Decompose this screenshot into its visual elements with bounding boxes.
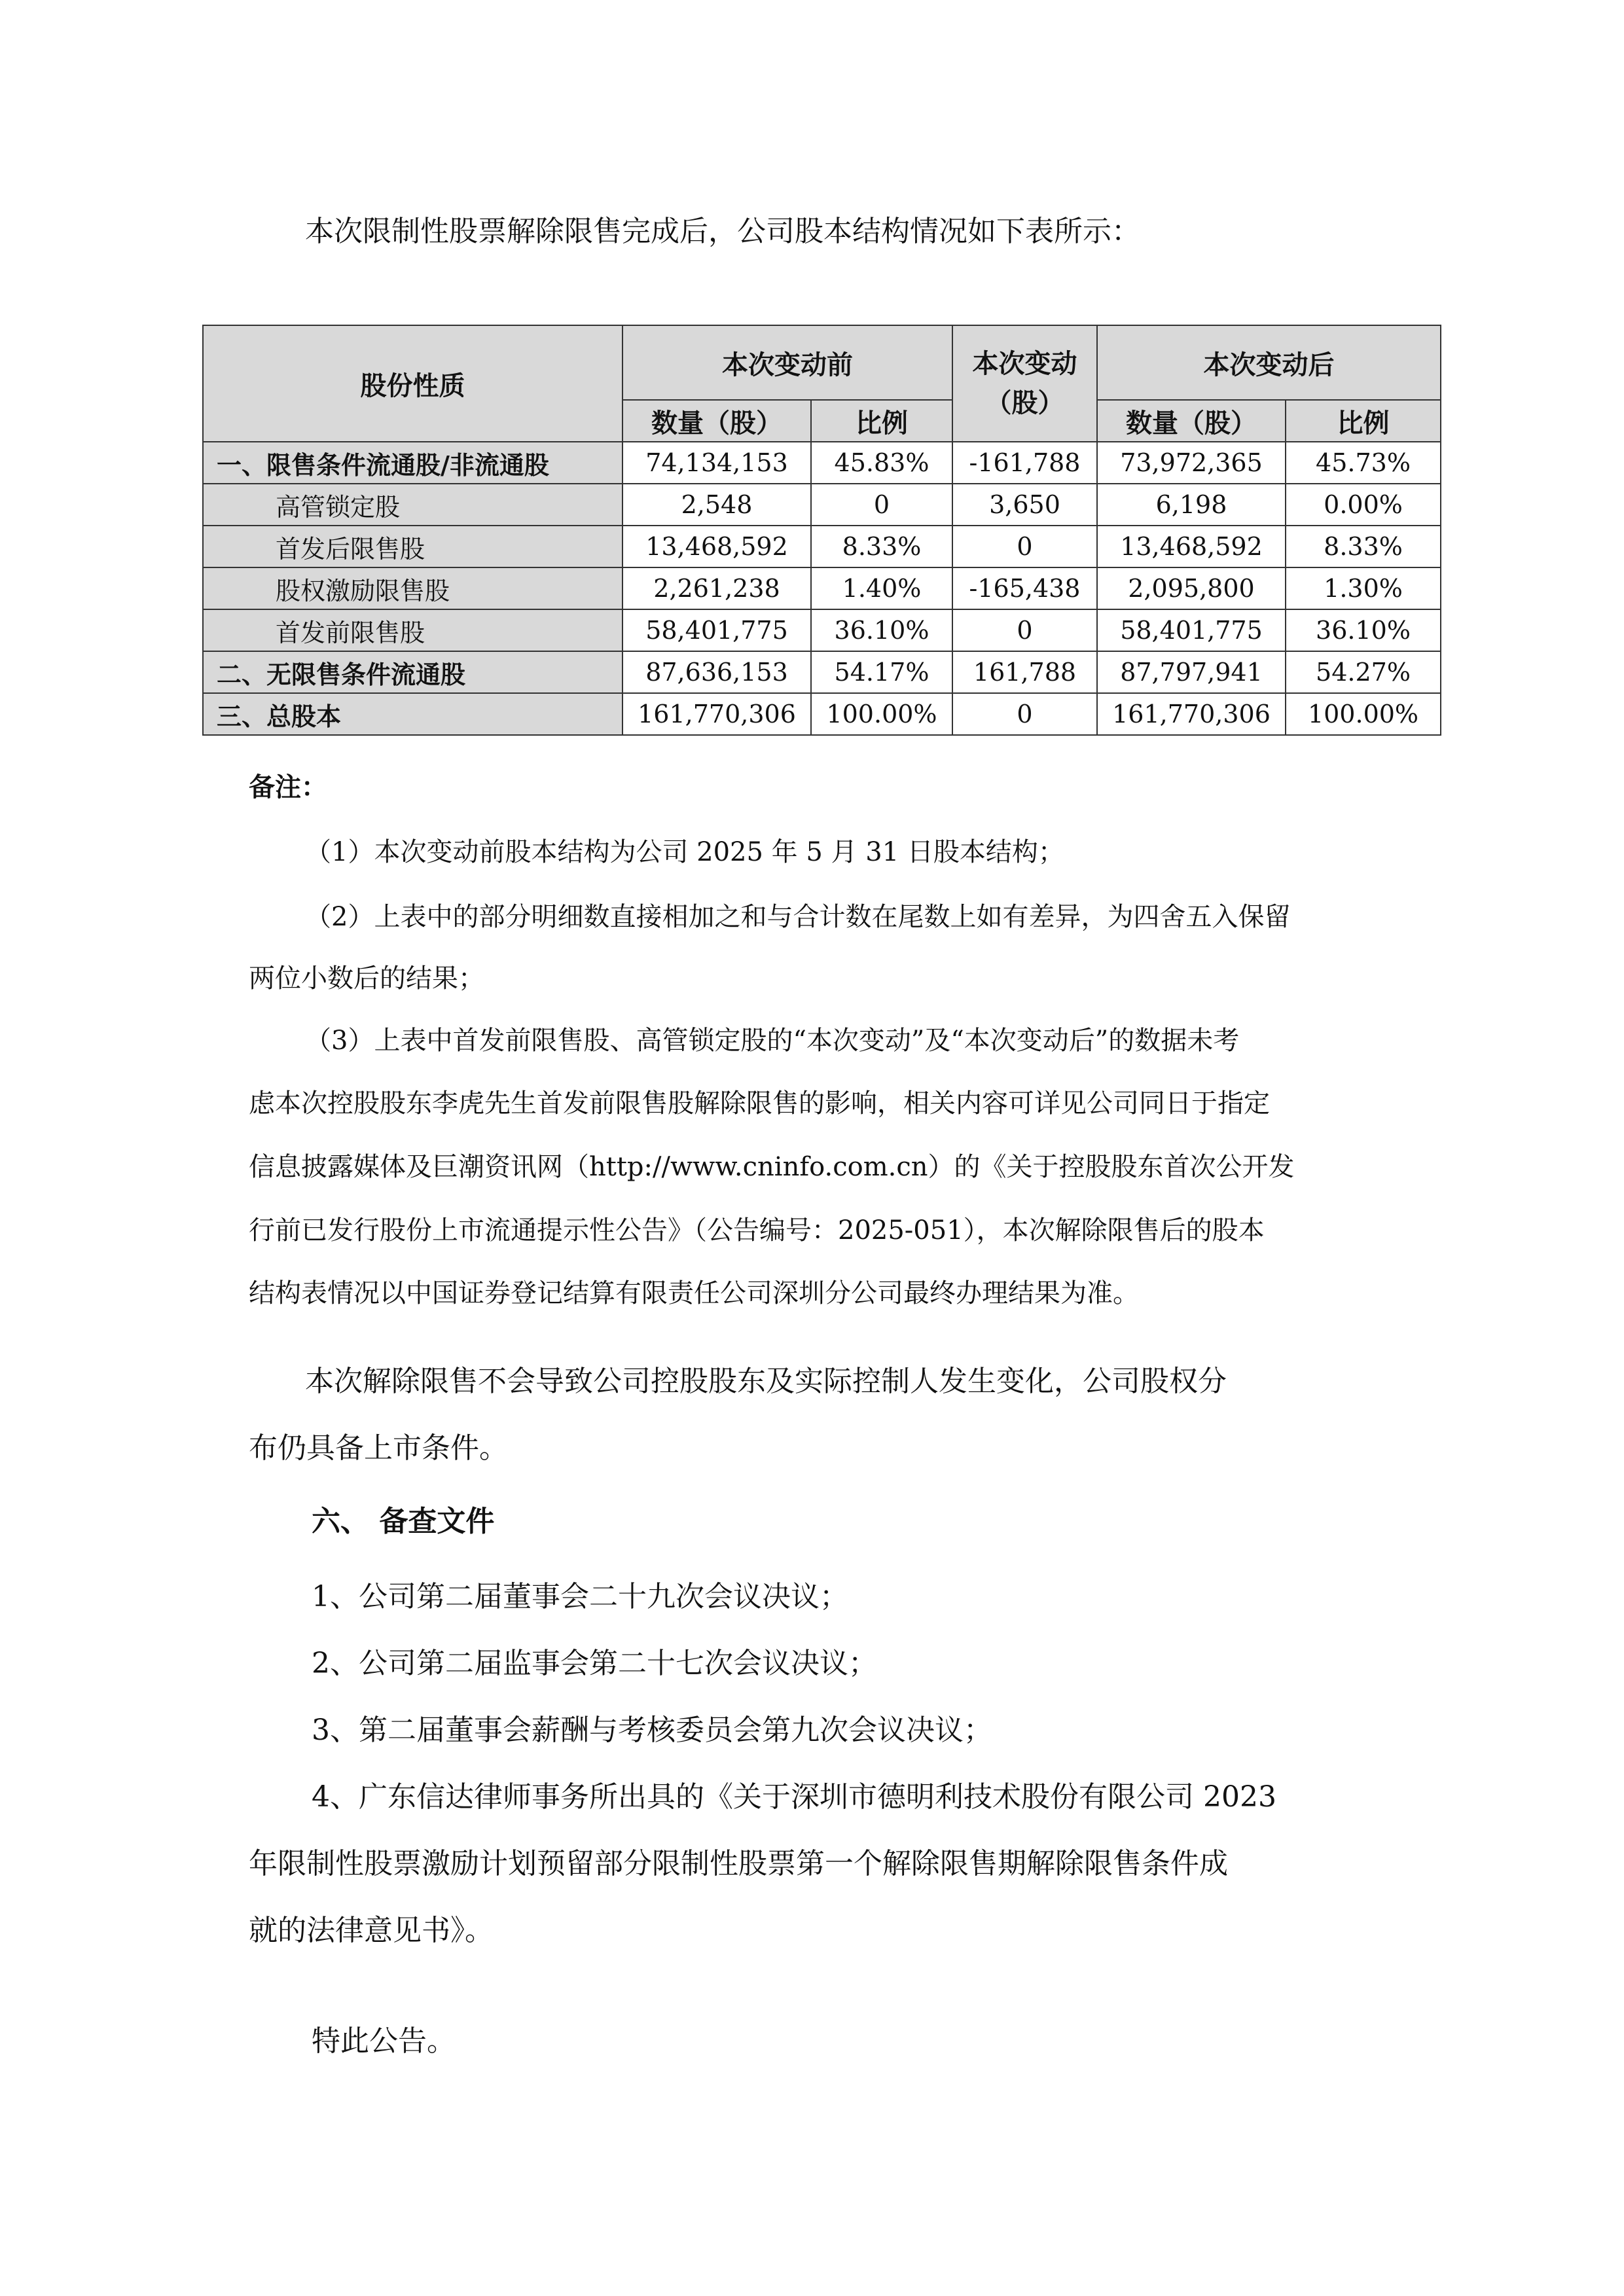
table-header-row-1 <box>203 325 1441 400</box>
row-after-ratio: 36.10% <box>1286 609 1441 651</box>
note-3-line-5: 结构表情况以中国证券登记结算有限责任公司深圳分公司最终办理结果为准。 <box>249 1278 1139 1308</box>
note-3-line-4: 行前已发行股份上市流通提示性公告》（公告编号：2025-051），本次解除限售后的股本 <box>249 1215 1265 1246</box>
row-after-qty: 58,401,775 <box>1097 609 1286 651</box>
note-3-line-3: 信息披露媒体及巨潮资讯网（http://www.cninfo.com.cn）的《关于控股股东首次公开发 <box>249 1152 1295 1182</box>
row-after-qty: 161,770,306 <box>1097 693 1286 735</box>
row-before-ratio: 54.17% <box>811 651 952 693</box>
row-change: 0 <box>952 609 1097 651</box>
table-row <box>203 651 1441 693</box>
doc-item-1: 1、公司第二届董事会二十九次会议决议； <box>312 1580 848 1613</box>
row-change: -161,788 <box>952 442 1097 484</box>
header-after-change: 本次变动后 <box>1097 325 1441 400</box>
row-before-ratio: 1.40% <box>811 567 952 609</box>
row-after-qty: 2,095,800 <box>1097 567 1286 609</box>
header-change-line2: （股） <box>985 387 1064 418</box>
row-after-ratio: 0.00% <box>1286 484 1441 526</box>
table-row <box>203 609 1441 651</box>
note-2-line-1: （2）上表中的部分明细数直接相加之和与合计数在尾数上如有差异，为四舍五入保留 <box>305 902 1291 932</box>
section-6-heading: 六、 备查文件 <box>312 1505 495 1538</box>
row-before-qty: 58,401,775 <box>623 609 811 651</box>
row-change: -165,438 <box>952 567 1097 609</box>
header-change-line1: 本次变动 <box>972 348 1077 379</box>
table-row <box>203 484 1441 526</box>
header-share-type: 股份性质 <box>203 325 623 442</box>
notes-title: 备注： <box>249 772 327 802</box>
header-before-qty: 数量（股） <box>623 400 811 442</box>
row-before-ratio: 100.00% <box>811 693 952 735</box>
row-name: 高管锁定股 <box>203 484 623 526</box>
header-before-ratio: 比例 <box>811 400 952 442</box>
row-change: 0 <box>952 526 1097 567</box>
table-row <box>203 442 1441 484</box>
row-change: 3,650 <box>952 484 1097 526</box>
header-before-change: 本次变动前 <box>623 325 952 400</box>
table-row <box>203 693 1441 735</box>
doc-item-4-line-3: 就的法律意见书》。 <box>249 1914 494 1947</box>
row-after-ratio: 1.30% <box>1286 567 1441 609</box>
row-before-qty: 161,770,306 <box>623 693 811 735</box>
row-before-qty: 74,134,153 <box>623 442 811 484</box>
row-change: 0 <box>952 693 1097 735</box>
row-name: 首发后限售股 <box>203 526 623 567</box>
note-2-line-2: 两位小数后的结果； <box>249 963 484 994</box>
intro-paragraph: 本次限制性股票解除限售完成后，公司股本结构情况如下表所示： <box>305 215 1140 248</box>
doc-item-2: 2、公司第二届监事会第二十七次会议决议； <box>312 1647 877 1680</box>
row-after-ratio: 100.00% <box>1286 693 1441 735</box>
header-change <box>952 325 1097 442</box>
row-after-ratio: 8.33% <box>1286 526 1441 567</box>
closing-text: 特此公告。 <box>312 2024 456 2058</box>
row-after-ratio: 45.73% <box>1286 442 1441 484</box>
row-after-qty: 73,972,365 <box>1097 442 1286 484</box>
row-before-qty: 13,468,592 <box>623 526 811 567</box>
row-change: 161,788 <box>952 651 1097 693</box>
row-name: 首发前限售股 <box>203 609 623 651</box>
row-before-ratio: 0 <box>811 484 952 526</box>
doc-item-4-line-1: 4、广东信达律师事务所出具的《关于深圳市德明利技术股份有限公司 2023 <box>312 1780 1276 1814</box>
row-name: 一、限售条件流通股/非流通股 <box>203 442 623 484</box>
para-2-line-1: 本次解除限售不会导致公司控股股东及实际控制人发生变化，公司股权分 <box>305 1365 1227 1398</box>
header-after-qty: 数量（股） <box>1097 400 1286 442</box>
header-after-ratio: 比例 <box>1286 400 1441 442</box>
share-structure-table <box>202 325 1441 736</box>
row-after-qty: 6,198 <box>1097 484 1286 526</box>
row-before-ratio: 8.33% <box>811 526 952 567</box>
row-name: 二、无限售条件流通股 <box>203 651 623 693</box>
row-before-qty: 2,261,238 <box>623 567 811 609</box>
para-2-line-2: 布仍具备上市条件。 <box>249 1431 508 1465</box>
row-name: 三、总股本 <box>203 693 623 735</box>
row-before-qty: 87,636,153 <box>623 651 811 693</box>
row-before-ratio: 36.10% <box>811 609 952 651</box>
row-name: 股权激励限售股 <box>203 567 623 609</box>
doc-item-4-line-2: 年限制性股票激励计划预留部分限制性股票第一个解除限售期解除限售条件成 <box>249 1847 1228 1880</box>
row-after-ratio: 54.27% <box>1286 651 1441 693</box>
table-row <box>203 526 1441 567</box>
note-3-line-2: 虑本次控股股东李虎先生首发前限售股解除限售的影响，相关内容可详见公司同日于指定 <box>249 1088 1270 1119</box>
table-row <box>203 567 1441 609</box>
row-before-ratio: 45.83% <box>811 442 952 484</box>
note-3-line-1: （3）上表中首发前限售股、高管锁定股的“本次变动”及“本次变动后”的数据未考 <box>305 1026 1240 1056</box>
row-before-qty: 2,548 <box>623 484 811 526</box>
row-after-qty: 87,797,941 <box>1097 651 1286 693</box>
note-1: （1）本次变动前股本结构为公司 2025 年 5 月 31 日股本结构； <box>305 837 1064 867</box>
row-after-qty: 13,468,592 <box>1097 526 1286 567</box>
doc-item-3: 3、第二届董事会薪酬与考核委员会第九次会议决议； <box>312 1713 992 1747</box>
